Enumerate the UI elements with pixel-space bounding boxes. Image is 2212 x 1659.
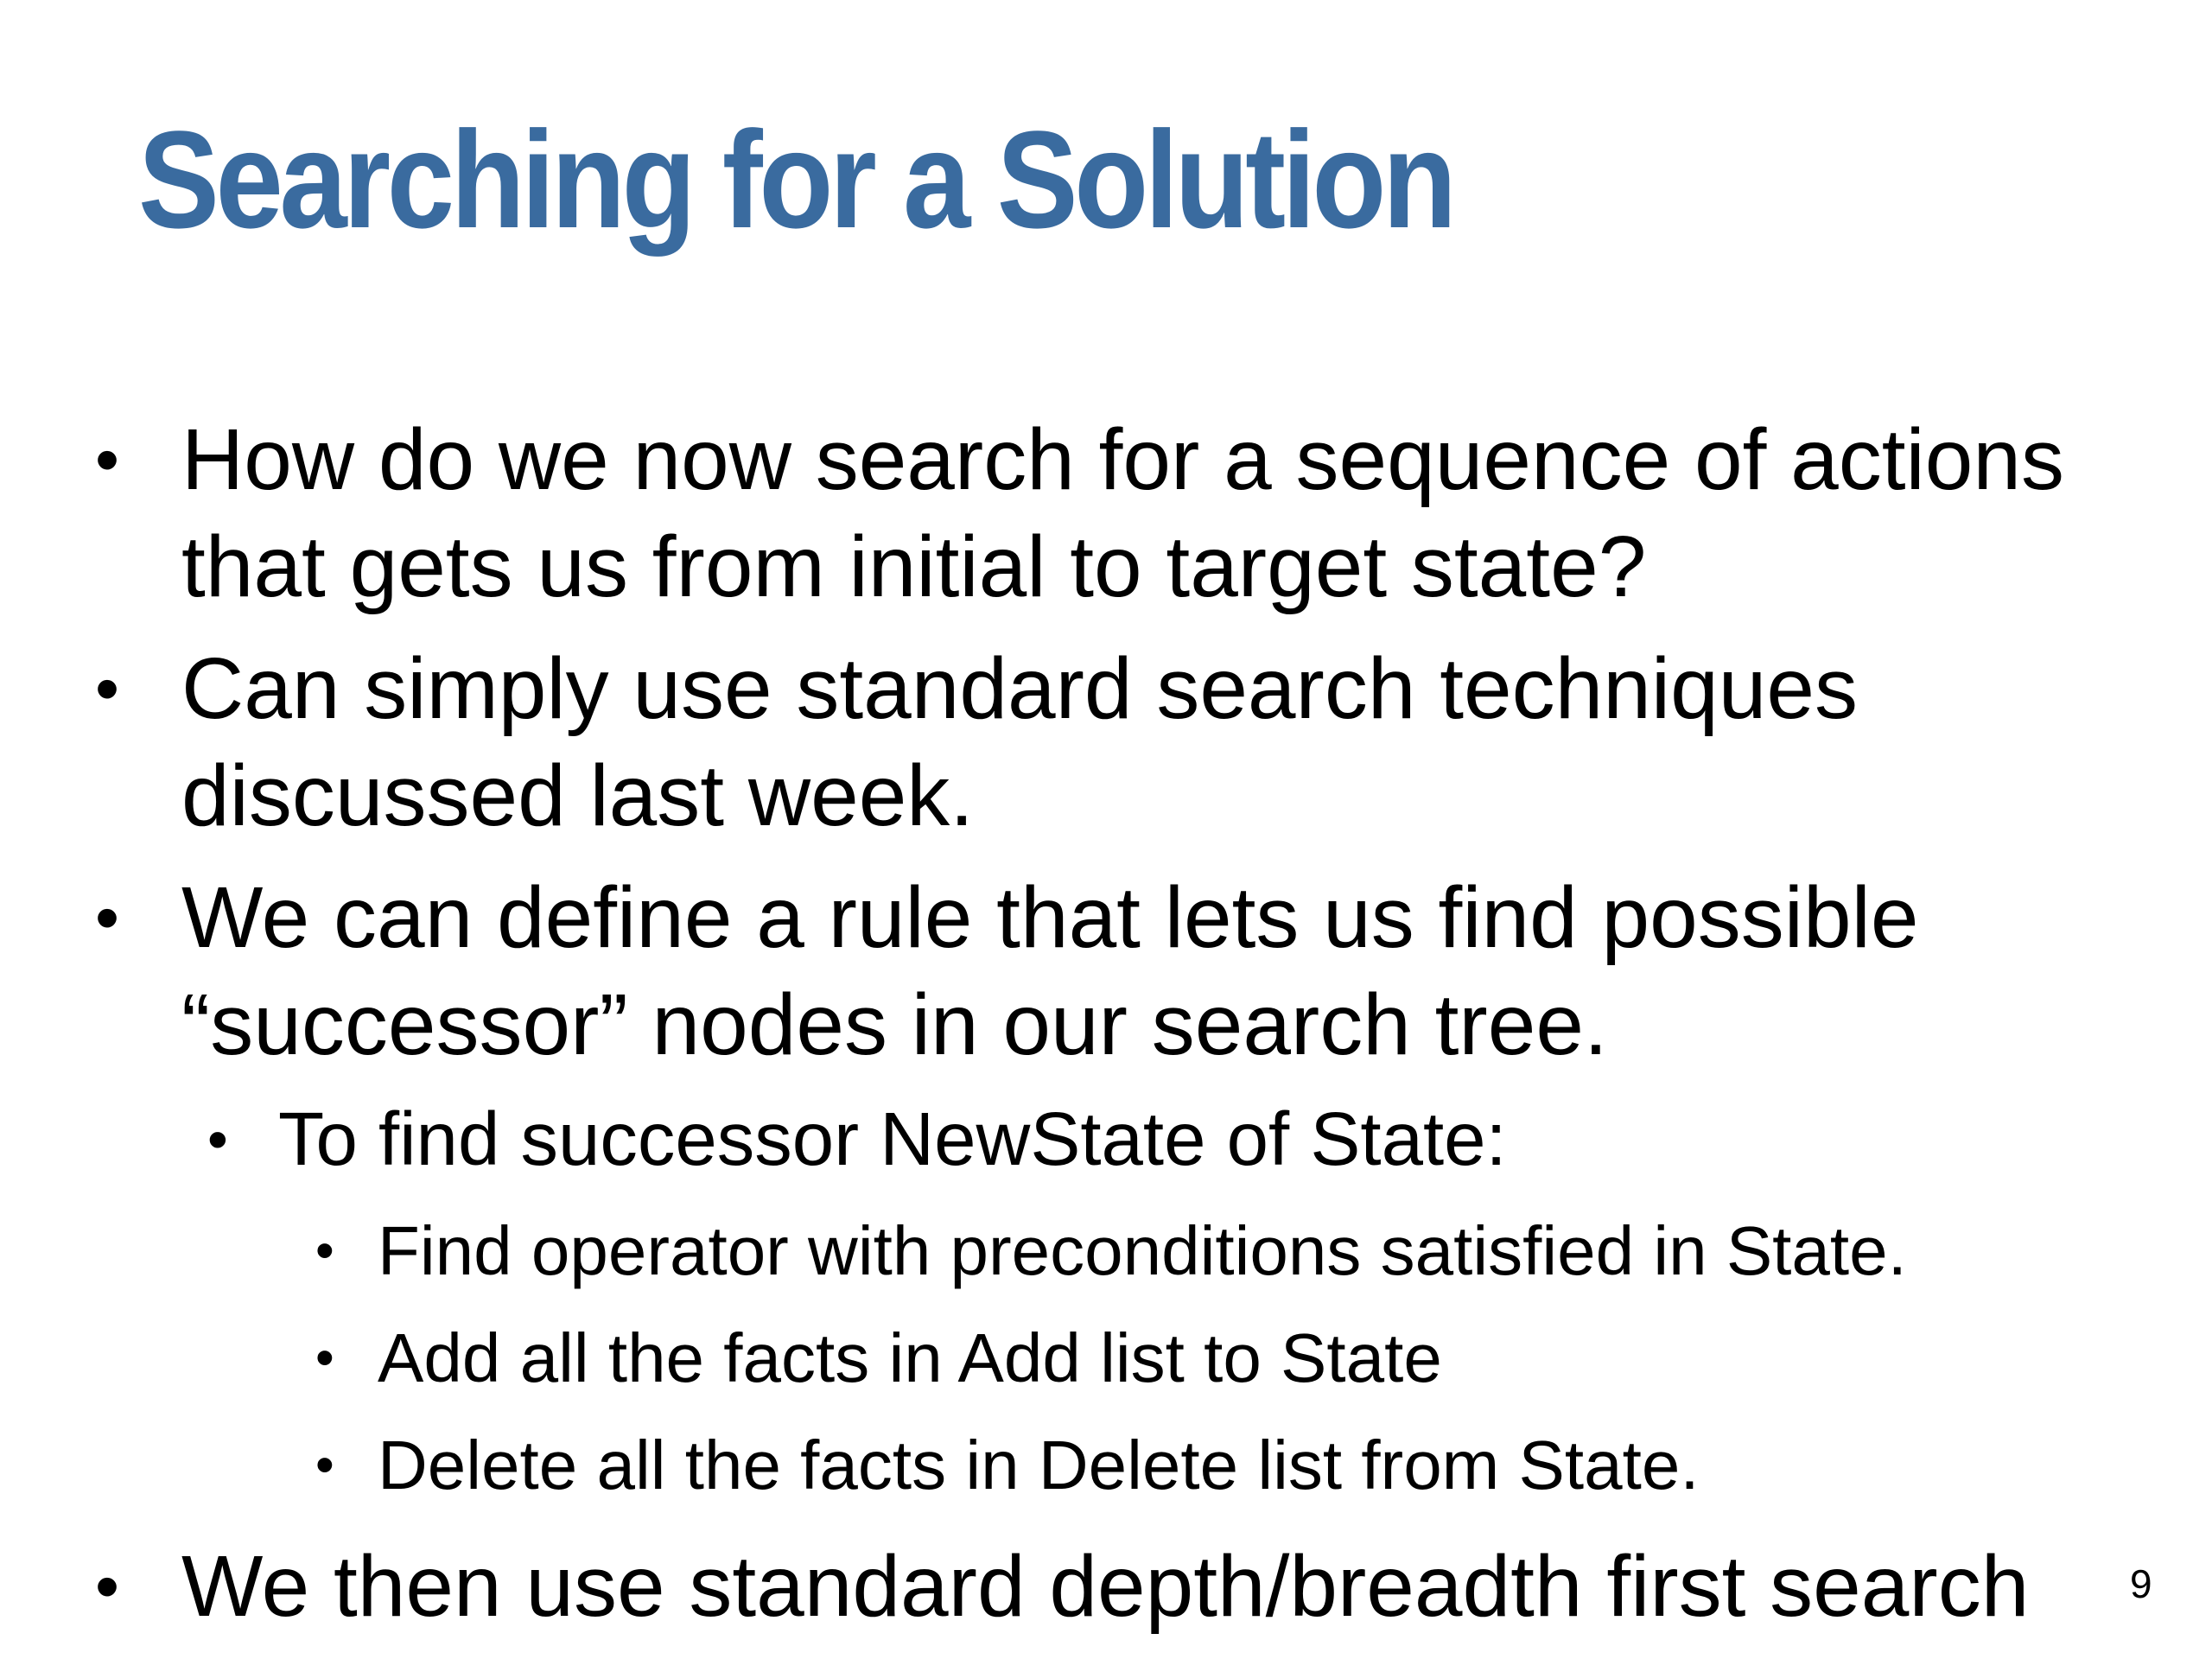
bullet-item [95, 864, 1919, 1078]
bullet-item [95, 635, 1858, 849]
bullet-text-line: Can simply use standard search techniques [181, 640, 1858, 737]
bullet-text-line: How do we now search for a sequence of actions [181, 411, 2065, 508]
bullet-text-line: discussed last week. [181, 747, 975, 844]
sub-sub-bullet-item [315, 1208, 1907, 1294]
sub-sub-bullet-item [315, 1422, 1700, 1509]
bullet-icon: • [207, 1107, 228, 1173]
bullet-icon: • [315, 1435, 334, 1495]
bullet-text-line: We can define a rule that lets us find possible [181, 869, 1919, 966]
bullet-icon: • [315, 1328, 334, 1388]
bullet-text-line: Add all the facts in Add list to State [378, 1319, 1442, 1396]
bullet-text-line: “successor” nodes in our search tree. [181, 976, 1608, 1073]
bullet-icon: • [95, 650, 120, 727]
sub-sub-bullet-item [315, 1315, 1442, 1402]
bullet-text-line: Find operator with preconditions satisfied in State. [378, 1212, 1907, 1289]
bullet-icon: • [95, 879, 120, 956]
bullet-text-line: To find successor NewState of State: [278, 1097, 1507, 1181]
page-number: 9 [2130, 1561, 2152, 1606]
sub-bullet-item [207, 1093, 1507, 1186]
bullet-icon: • [315, 1221, 334, 1281]
slide-title: Searching for a Solution [138, 102, 1453, 257]
bullet-text-line: that gets us from initial to target state? [181, 518, 1647, 615]
bullet-icon: • [95, 1548, 120, 1624]
bullet-text-line: Delete all the facts in Delete list from State. [378, 1427, 1700, 1503]
bullet-text-line: We then use standard depth/breadth first search [181, 1538, 2030, 1635]
bullet-icon: • [95, 421, 120, 498]
bullet-item [95, 1533, 2030, 1640]
bullet-item [95, 406, 2065, 620]
